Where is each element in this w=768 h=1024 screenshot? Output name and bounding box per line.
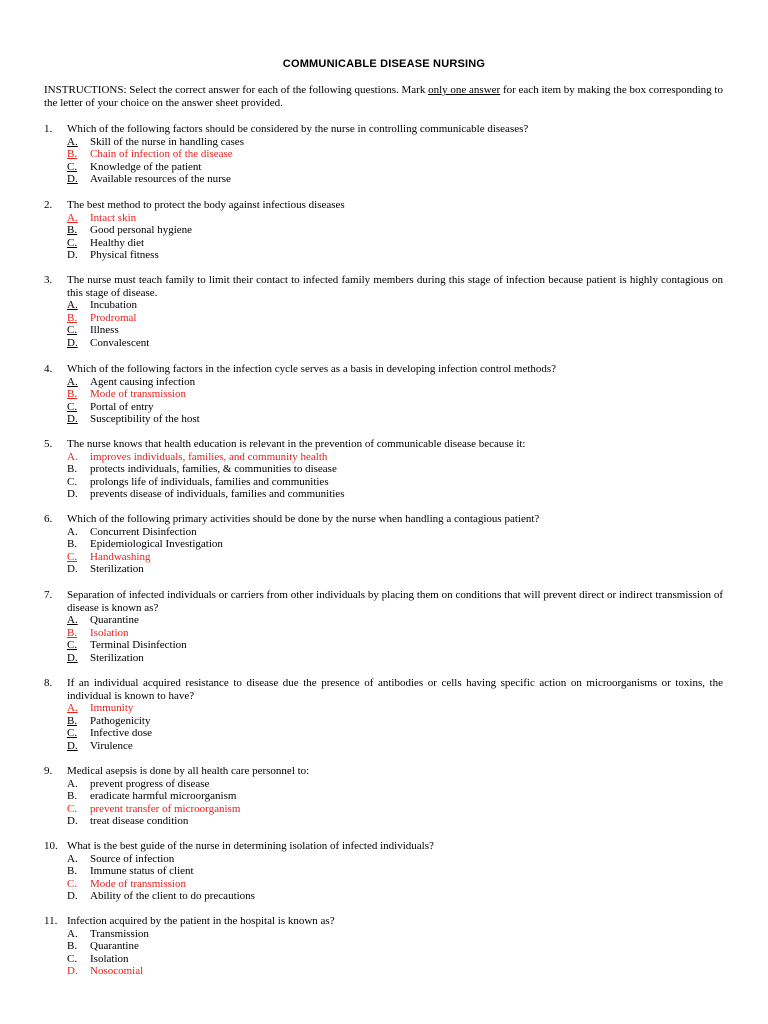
- question-number: 5.: [44, 438, 53, 450]
- answer-option: [44, 715, 723, 728]
- answer-option-letter: A.: [67, 777, 78, 790]
- answer-option-text: Infective dose: [90, 727, 152, 740]
- answer-option: [44, 463, 723, 476]
- answer-option-letter: B.: [67, 388, 78, 401]
- answer-option-text: Available resources of the nurse: [90, 173, 231, 186]
- answer-options: [44, 299, 723, 349]
- answer-option-letter: B.: [67, 463, 78, 476]
- question-text: If an individual acquired resistance to disease due the presence of antibodies or cells having specific action on microorganisms or toxins, the individual is known to have?: [67, 677, 723, 702]
- answer-option: [44, 563, 723, 576]
- answer-option-letter: C.: [67, 400, 78, 413]
- answer-option: [44, 299, 723, 312]
- answer-option: [44, 224, 723, 237]
- answer-option: [44, 476, 723, 489]
- question-stem: [44, 589, 723, 614]
- answer-option-letter: A.: [67, 614, 78, 627]
- question-text: Which of the following primary activities should be done by the nurse when handling a contagious patient?: [67, 513, 540, 525]
- answer-option: [44, 953, 723, 966]
- answer-option-text: Intact skin: [90, 211, 137, 224]
- instructions-text-before: INSTRUCTIONS: Select the correct answer for each of the following questions. Mark: [44, 84, 429, 96]
- answer-options: [44, 702, 723, 752]
- answer-option: [44, 614, 723, 627]
- question-stem: [44, 513, 723, 526]
- answer-option-letter: A.: [67, 299, 78, 312]
- question-number: 4.: [44, 363, 53, 375]
- answer-option: [44, 488, 723, 501]
- question-text: Infection acquired by the patient in the hospital is known as?: [67, 915, 335, 927]
- question-item: [44, 199, 723, 262]
- instructions-text-after: for each item by making the box corresponding to the letter of your choice on the answer sheet provided.: [44, 84, 723, 109]
- answer-option-text: Virulence: [90, 739, 133, 752]
- question-text: The best method to protect the body against infectious diseases: [67, 199, 345, 211]
- answer-option: [44, 639, 723, 652]
- answer-option-letter: D.: [67, 563, 78, 576]
- answer-option: [44, 538, 723, 551]
- answer-option-text: Prodromal: [90, 311, 137, 324]
- answer-option-text: Chain of infection of the disease: [90, 148, 233, 161]
- answer-options: [44, 526, 723, 576]
- answer-option: [44, 173, 723, 186]
- answer-option-text: Concurrent Disinfection: [90, 525, 197, 538]
- answer-option-letter: A.: [67, 702, 78, 715]
- answer-option-letter: C.: [67, 639, 78, 652]
- question-text: Which of the following factors in the infection cycle serves as a basis in developing infection control methods?: [67, 363, 557, 375]
- answer-option-text: Sterilization: [90, 651, 144, 664]
- answer-option: [44, 413, 723, 426]
- question-stem: [44, 438, 723, 451]
- answer-option-letter: A.: [67, 525, 78, 538]
- answer-option: [44, 237, 723, 250]
- answer-option-letter: A.: [67, 135, 78, 148]
- answer-options: [44, 212, 723, 262]
- answer-option: [44, 727, 723, 740]
- answer-option: [44, 865, 723, 878]
- answer-option-letter: A.: [67, 375, 78, 388]
- answer-option-letter: A.: [67, 211, 78, 224]
- answer-option: [44, 401, 723, 414]
- answer-option-text: Terminal Disinfection: [90, 639, 187, 652]
- answer-option: [44, 853, 723, 866]
- question-number: 2.: [44, 199, 53, 211]
- answer-option: [44, 965, 723, 978]
- answer-option-letter: C.: [67, 324, 78, 337]
- answer-options: [44, 614, 723, 664]
- question-stem: [44, 363, 723, 376]
- answer-option: [44, 337, 723, 350]
- answer-option: [44, 148, 723, 161]
- answer-option-letter: C.: [67, 952, 78, 965]
- answer-option-text: Incubation: [90, 299, 138, 312]
- answer-option-text: Knowledge of the patient: [90, 160, 202, 173]
- question-item: [44, 765, 723, 828]
- answer-option-letter: C.: [67, 802, 78, 815]
- answer-option: [44, 878, 723, 891]
- answer-option-letter: D.: [67, 651, 78, 664]
- answer-options: [44, 451, 723, 501]
- answer-option: [44, 702, 723, 715]
- answer-option-letter: B.: [67, 865, 78, 878]
- answer-option: [44, 551, 723, 564]
- question-number: 7.: [44, 589, 53, 601]
- question-stem: [44, 199, 723, 212]
- question-item: [44, 123, 723, 186]
- answer-option-text: Portal of entry: [90, 400, 154, 413]
- answer-option-letter: B.: [67, 148, 78, 161]
- question-stem: [44, 840, 723, 853]
- answer-options: [44, 778, 723, 828]
- answer-options: [44, 853, 723, 903]
- answer-option: [44, 161, 723, 174]
- answer-option-text: eradicate harmful microorganism: [90, 790, 237, 803]
- answer-option-letter: D.: [67, 249, 78, 262]
- question-stem: [44, 123, 723, 136]
- answer-option-text: Transmission: [90, 927, 149, 940]
- answer-option-text: Isolation: [90, 626, 129, 639]
- answer-option: [44, 815, 723, 828]
- answer-option-letter: B.: [67, 626, 78, 639]
- question-number: 6.: [44, 513, 53, 525]
- answer-option-letter: C.: [67, 550, 78, 563]
- question-text: Which of the following factors should be considered by the nurse in controlling communicable diseases?: [67, 123, 529, 135]
- answer-options: [44, 136, 723, 186]
- answer-option: [44, 803, 723, 816]
- answer-option-letter: B.: [67, 224, 78, 237]
- question-number: 3.: [44, 274, 53, 286]
- answer-option-letter: C.: [67, 236, 78, 249]
- answer-option-letter: C.: [67, 475, 78, 488]
- instructions: [44, 84, 723, 109]
- answer-option: [44, 249, 723, 262]
- answer-option: [44, 652, 723, 665]
- answer-option-text: Quarantine: [90, 940, 139, 953]
- instructions-underlined-text: only one answer: [428, 84, 501, 96]
- answer-option-text: Mode of transmission: [90, 877, 186, 890]
- question-item: [44, 363, 723, 426]
- answer-option-text: Skill of the nurse in handling cases: [90, 135, 244, 148]
- answer-option-letter: B.: [67, 790, 78, 803]
- answer-option-letter: B.: [67, 714, 78, 727]
- answer-option-text: Ability of the client to do precautions: [90, 890, 255, 903]
- answer-option-letter: D.: [67, 815, 78, 828]
- answer-option-text: Good personal hygiene: [90, 224, 193, 237]
- answer-option: [44, 890, 723, 903]
- answer-option-letter: D.: [67, 413, 78, 426]
- answer-option-text: Handwashing: [90, 550, 151, 563]
- answer-option-text: Immunity: [90, 702, 134, 715]
- question-text: Separation of infected individuals or carriers from other individuals by placing them on conditions that will prevent direct or indirect transmission of disease is known as?: [67, 589, 723, 614]
- answer-option: [44, 212, 723, 225]
- question-stem: [44, 274, 723, 299]
- answer-option-letter: B.: [67, 311, 78, 324]
- answer-option-text: Isolation: [90, 952, 129, 965]
- answer-option: [44, 376, 723, 389]
- answer-option-text: improves individuals, families, and community health: [90, 450, 328, 463]
- answer-option: [44, 790, 723, 803]
- answer-option-letter: A.: [67, 450, 78, 463]
- answer-option-text: Sterilization: [90, 563, 144, 576]
- answer-option-text: Illness: [90, 324, 119, 337]
- answer-option: [44, 778, 723, 791]
- answer-option: [44, 388, 723, 401]
- question-number: 11.: [44, 915, 58, 927]
- answer-option-text: protects individuals, families, & communities to disease: [90, 463, 337, 476]
- answer-option-text: prolongs life of individuals, families and communities: [90, 475, 329, 488]
- answer-option-letter: D.: [67, 336, 78, 349]
- answer-option: [44, 928, 723, 941]
- answer-option-letter: D.: [67, 739, 78, 752]
- answer-option-text: Quarantine: [90, 614, 139, 627]
- question-item: [44, 915, 723, 978]
- answer-option: [44, 451, 723, 464]
- answer-options: [44, 376, 723, 426]
- answer-option-letter: D.: [67, 173, 78, 186]
- answer-option-letter: D.: [67, 890, 78, 903]
- question-text: Medical asepsis is done by all health care personnel to:: [67, 765, 310, 777]
- answer-option-letter: C.: [67, 727, 78, 740]
- answer-option-letter: D.: [67, 965, 78, 978]
- answer-option-text: Physical fitness: [90, 249, 159, 262]
- answer-option: [44, 740, 723, 753]
- answer-option: [44, 940, 723, 953]
- question-number: 9.: [44, 765, 53, 777]
- answer-option-letter: B.: [67, 538, 78, 551]
- question-stem: [44, 677, 723, 702]
- question-number: 1.: [44, 123, 53, 135]
- answer-option-text: Mode of transmission: [90, 388, 186, 401]
- answer-option-text: Convalescent: [90, 336, 150, 349]
- question-item: [44, 438, 723, 501]
- question-number: 8.: [44, 677, 53, 689]
- question-text: What is the best guide of the nurse in determining isolation of infected individuals?: [67, 840, 434, 852]
- question-number: 10.: [44, 840, 58, 852]
- answer-option: [44, 324, 723, 337]
- answer-option-text: Nosocomial: [90, 965, 144, 978]
- answer-option-letter: B.: [67, 940, 78, 953]
- document-title: COMMUNICABLE DISEASE NURSING: [282, 58, 486, 70]
- answer-option-text: Susceptibility of the host: [90, 413, 200, 426]
- answer-option-text: prevent transfer of microorganism: [90, 802, 241, 815]
- question-item: [44, 840, 723, 903]
- answer-option-text: Agent causing infection: [90, 375, 196, 388]
- answer-option-text: Epidemiological Investigation: [90, 538, 223, 551]
- answer-option: [44, 312, 723, 325]
- answer-option: [44, 526, 723, 539]
- answer-option-letter: C.: [67, 160, 78, 173]
- answer-option-text: Immune status of client: [90, 865, 194, 878]
- answer-option-text: prevents disease of individuals, families and communities: [90, 488, 345, 501]
- question-text: The nurse knows that health education is relevant in the prevention of communicable disease because it:: [67, 438, 526, 450]
- answer-option-letter: A.: [67, 852, 78, 865]
- answer-option-text: prevent progress of disease: [90, 777, 210, 790]
- answer-option-text: treat disease condition: [90, 815, 189, 828]
- question-stem: [44, 915, 723, 928]
- question-item: [44, 589, 723, 665]
- answer-option-letter: D.: [67, 488, 78, 501]
- question-item: [44, 274, 723, 350]
- question-text: The nurse must teach family to limit their contact to infected family members during this stage of infection because patient is highly contagious on this stage of disease.: [67, 274, 723, 299]
- question-item: [44, 677, 723, 753]
- answer-option: [44, 627, 723, 640]
- answer-options: [44, 928, 723, 978]
- question-item: [44, 513, 723, 576]
- answer-option-letter: C.: [67, 877, 78, 890]
- answer-option-text: Pathogenicity: [90, 714, 151, 727]
- answer-option-text: Healthy diet: [90, 236, 145, 249]
- answer-option: [44, 136, 723, 149]
- answer-option-letter: A.: [67, 927, 78, 940]
- question-stem: [44, 765, 723, 778]
- answer-option-text: Source of infection: [90, 852, 175, 865]
